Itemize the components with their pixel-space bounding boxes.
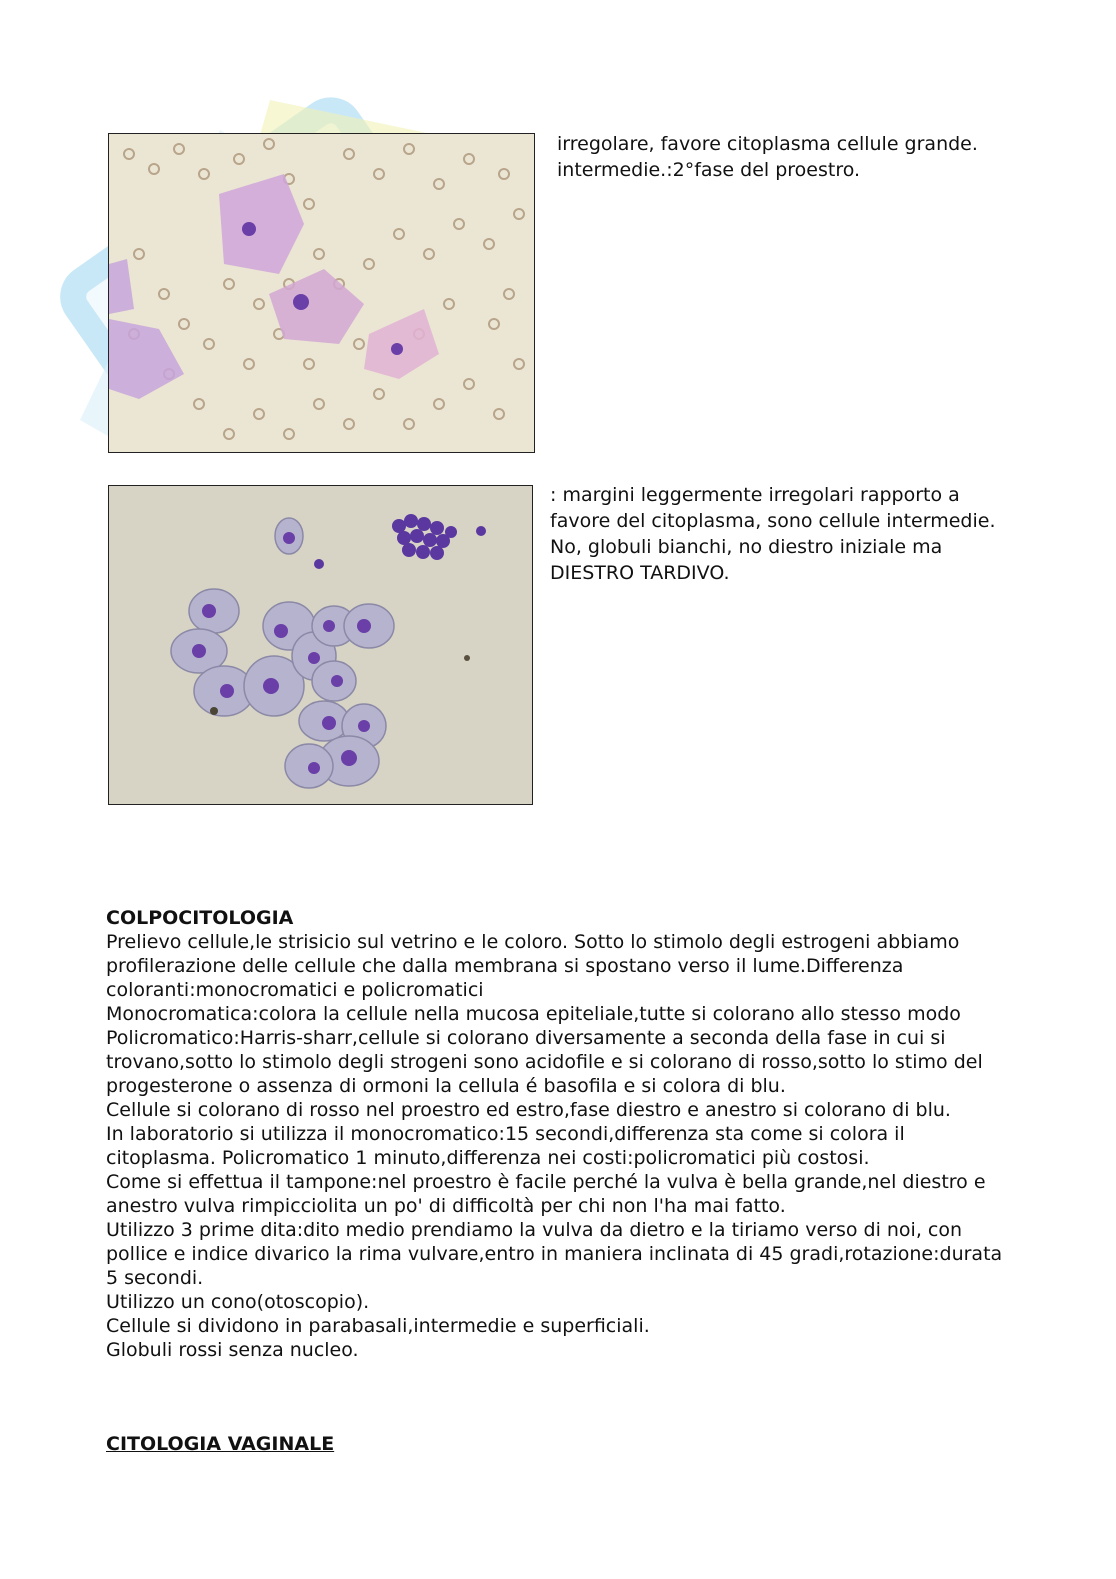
- section-heading-colpocitologia: COLPOCITOLOGIA: [106, 907, 294, 929]
- colpocitologia-section: [106, 906, 1006, 1362]
- paragraph: Come si effettua il tampone:nel proestro è facile perché la vulva è bella grande,nel diestro e anestro vulva rimpicciolita un po' di difficoltà per chi non l'ha mai fatto.: [106, 1171, 986, 1217]
- paragraph: Cellule si colorano di rosso nel proestro ed estro,fase diestro e anestro si colorano di blu.: [106, 1099, 951, 1121]
- micrograph-proestrus: [108, 133, 535, 453]
- figure-caption-2: : margini leggermente irregolari rapporto a favore del citoplasma, sono cellule intermedie. No, globuli bianchi, no diestro iniziale ma DIESTRO TARDIVO.: [550, 484, 996, 584]
- micrograph-late-diestrus: [108, 485, 533, 805]
- paragraph: Cellule si dividono in parabasali,intermedie e superficiali.: [106, 1315, 650, 1337]
- paragraph: Utilizzo un cono(otoscopio).: [106, 1291, 370, 1313]
- paragraph: Policromatico:Harris-sharr,cellule si colorano diversamente a seconda della fase in cui si trovano,sotto lo stimolo degli strogeni sono acidofile e si colorano di rosso,sotto lo stimo del progesterone o assenza di ormoni la cellula é basofila e si colora di blu.: [106, 1027, 983, 1097]
- figure-caption-1: irregolare, favore citoplasma cellule grande. intermedie.:2°fase del proestro.: [557, 133, 978, 181]
- micrograph-proestrus-image: [109, 134, 534, 452]
- paragraph: In laboratorio si utilizza il monocromatico:15 secondi,differenza sta come si colora il citoplasma. Policromatico 1 minuto,differenza nei costi:policromatici più costosi.: [106, 1123, 905, 1169]
- micrograph-late-diestrus-image: [109, 486, 532, 804]
- paragraph: Monocromatica:colora la cellule nella mucosa epiteliale,tutte si colorano allo stesso modo: [106, 1003, 961, 1025]
- paragraph: Globuli rossi senza nucleo.: [106, 1339, 359, 1361]
- paragraph: Prelievo cellule,le strisicio sul vetrino e le coloro. Sotto lo stimolo degli estrogeni abbiamo profilerazione delle cellule che dalla membrana si spostano verso il lume.Differenza coloranti:monocromatici e policromatici: [106, 931, 960, 1001]
- paragraph: Utilizzo 3 prime dita:dito medio prendiamo la vulva da dietro e la tiriamo verso di noi, con pollice e indice divarico la rima vulvare,entro in maniera inclinata di 45 gradi,rotazione:durata 5 secondi.: [106, 1219, 1003, 1289]
- section-heading-citologia-vaginale: CITOLOGIA VAGINALE: [106, 1433, 335, 1455]
